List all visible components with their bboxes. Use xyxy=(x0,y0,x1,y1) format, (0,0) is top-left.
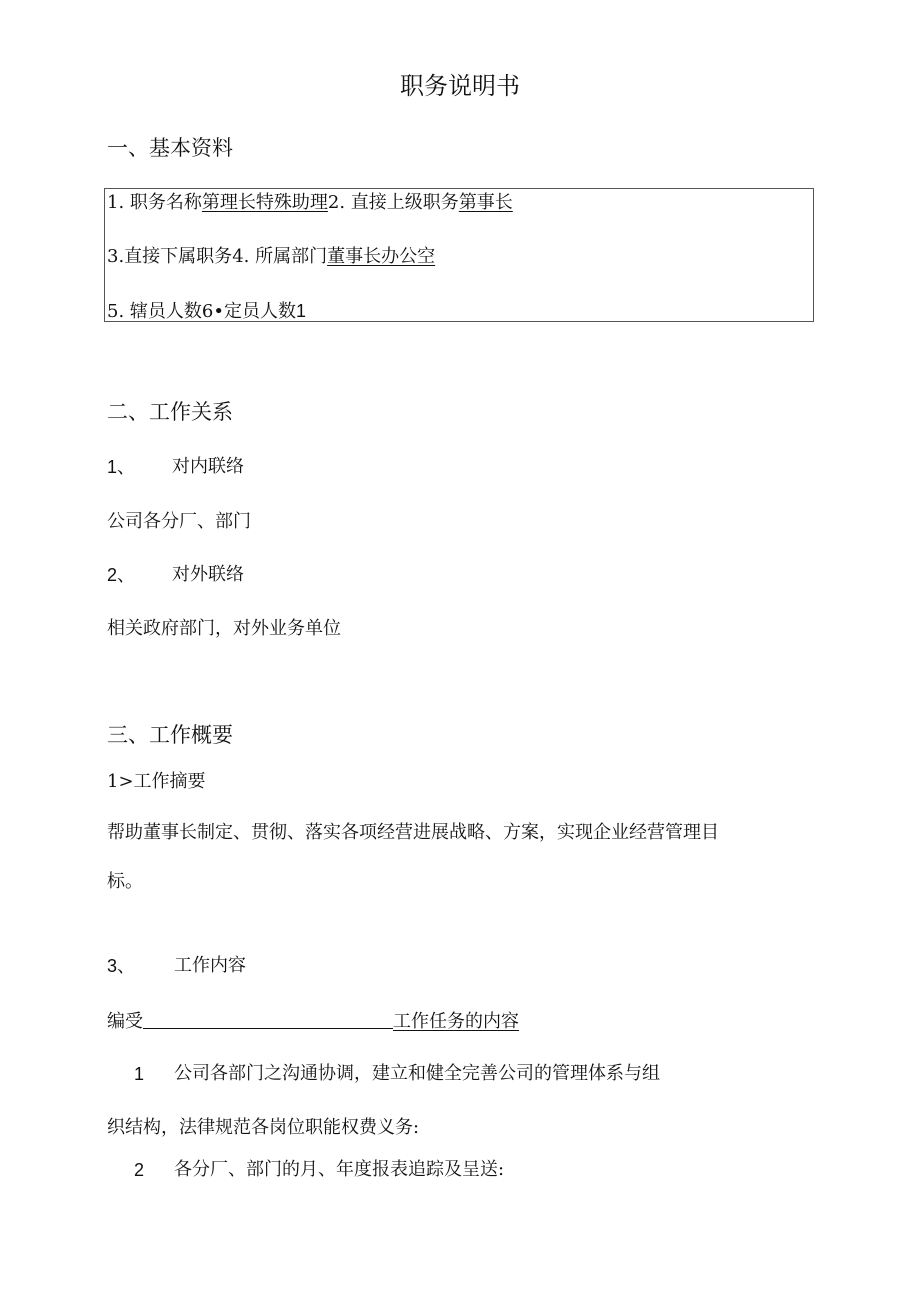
internal-liaison-heading xyxy=(107,458,135,477)
internal-liaison-text: 公司各分厂、部门 xyxy=(107,511,251,532)
work-summary-line-2: 标。 xyxy=(107,871,143,892)
managed-headcount-label: 5. 辖员人数 xyxy=(107,301,202,322)
work-summary-line-1: 帮助董事长制定、贯彻、落实各项经营进展战略、方案，实现企业经营管理目 xyxy=(107,822,719,843)
department-value: 董事长办公空 xyxy=(327,246,436,267)
task-2-number: 2 xyxy=(134,1160,145,1180)
page-title: 职务说明书 xyxy=(400,72,520,100)
work-summary-label: 1>工作摘要 xyxy=(107,771,206,792)
external-liaison-text: 相关政府部门，对外业务单位 xyxy=(107,618,341,639)
task-1-number: 1 xyxy=(134,1064,145,1084)
external-liaison-number: 2、 xyxy=(107,565,136,585)
external-liaison-label: 对外联络 xyxy=(172,564,244,585)
superior-label: 2. 直接上级职务 xyxy=(327,192,459,213)
external-liaison-heading xyxy=(107,566,135,585)
task-header-label: 工作任务的内容 xyxy=(393,1011,519,1032)
subordinate-label: 3.直接下属职务 xyxy=(107,246,233,267)
internal-liaison-label: 对内联络 xyxy=(172,456,244,477)
basic-info-row-1 xyxy=(107,194,513,212)
edit-label: 编受 xyxy=(107,1011,143,1032)
section-heading-basic-info: 一、基本资料 xyxy=(107,136,233,160)
department-label: 4. 所属部门 xyxy=(232,246,328,267)
task-1-line-1: 公司各部门之沟通协调，建立和健全完善公司的管理体系与组 xyxy=(174,1063,660,1084)
task-1-line-2: 织结构，法律规范各岗位职能权费义务: xyxy=(107,1117,420,1138)
section-heading-work-summary: 三、工作概要 xyxy=(107,723,233,747)
staff-quota-label: 6•定员人数 xyxy=(201,301,296,322)
job-title-label: 1. 职务名称 xyxy=(107,192,202,213)
work-content-number: 3、 xyxy=(107,956,136,976)
task-2-line-1: 各分厂、部门的月、年度报表追踪及呈送: xyxy=(174,1159,505,1180)
staff-quota-value: 1 xyxy=(295,301,306,321)
superior-value: 第事长 xyxy=(458,192,513,213)
blank-line xyxy=(143,1012,393,1029)
task-table-header xyxy=(107,1012,519,1031)
work-content-label: 工作内容 xyxy=(174,955,246,976)
basic-info-row-2 xyxy=(107,248,435,266)
internal-liaison-number: 1、 xyxy=(107,457,136,477)
section-heading-work-relations: 二、工作关系 xyxy=(107,400,233,424)
job-title-value: 第理长特殊助理 xyxy=(201,192,328,213)
basic-info-row-3 xyxy=(107,302,306,321)
